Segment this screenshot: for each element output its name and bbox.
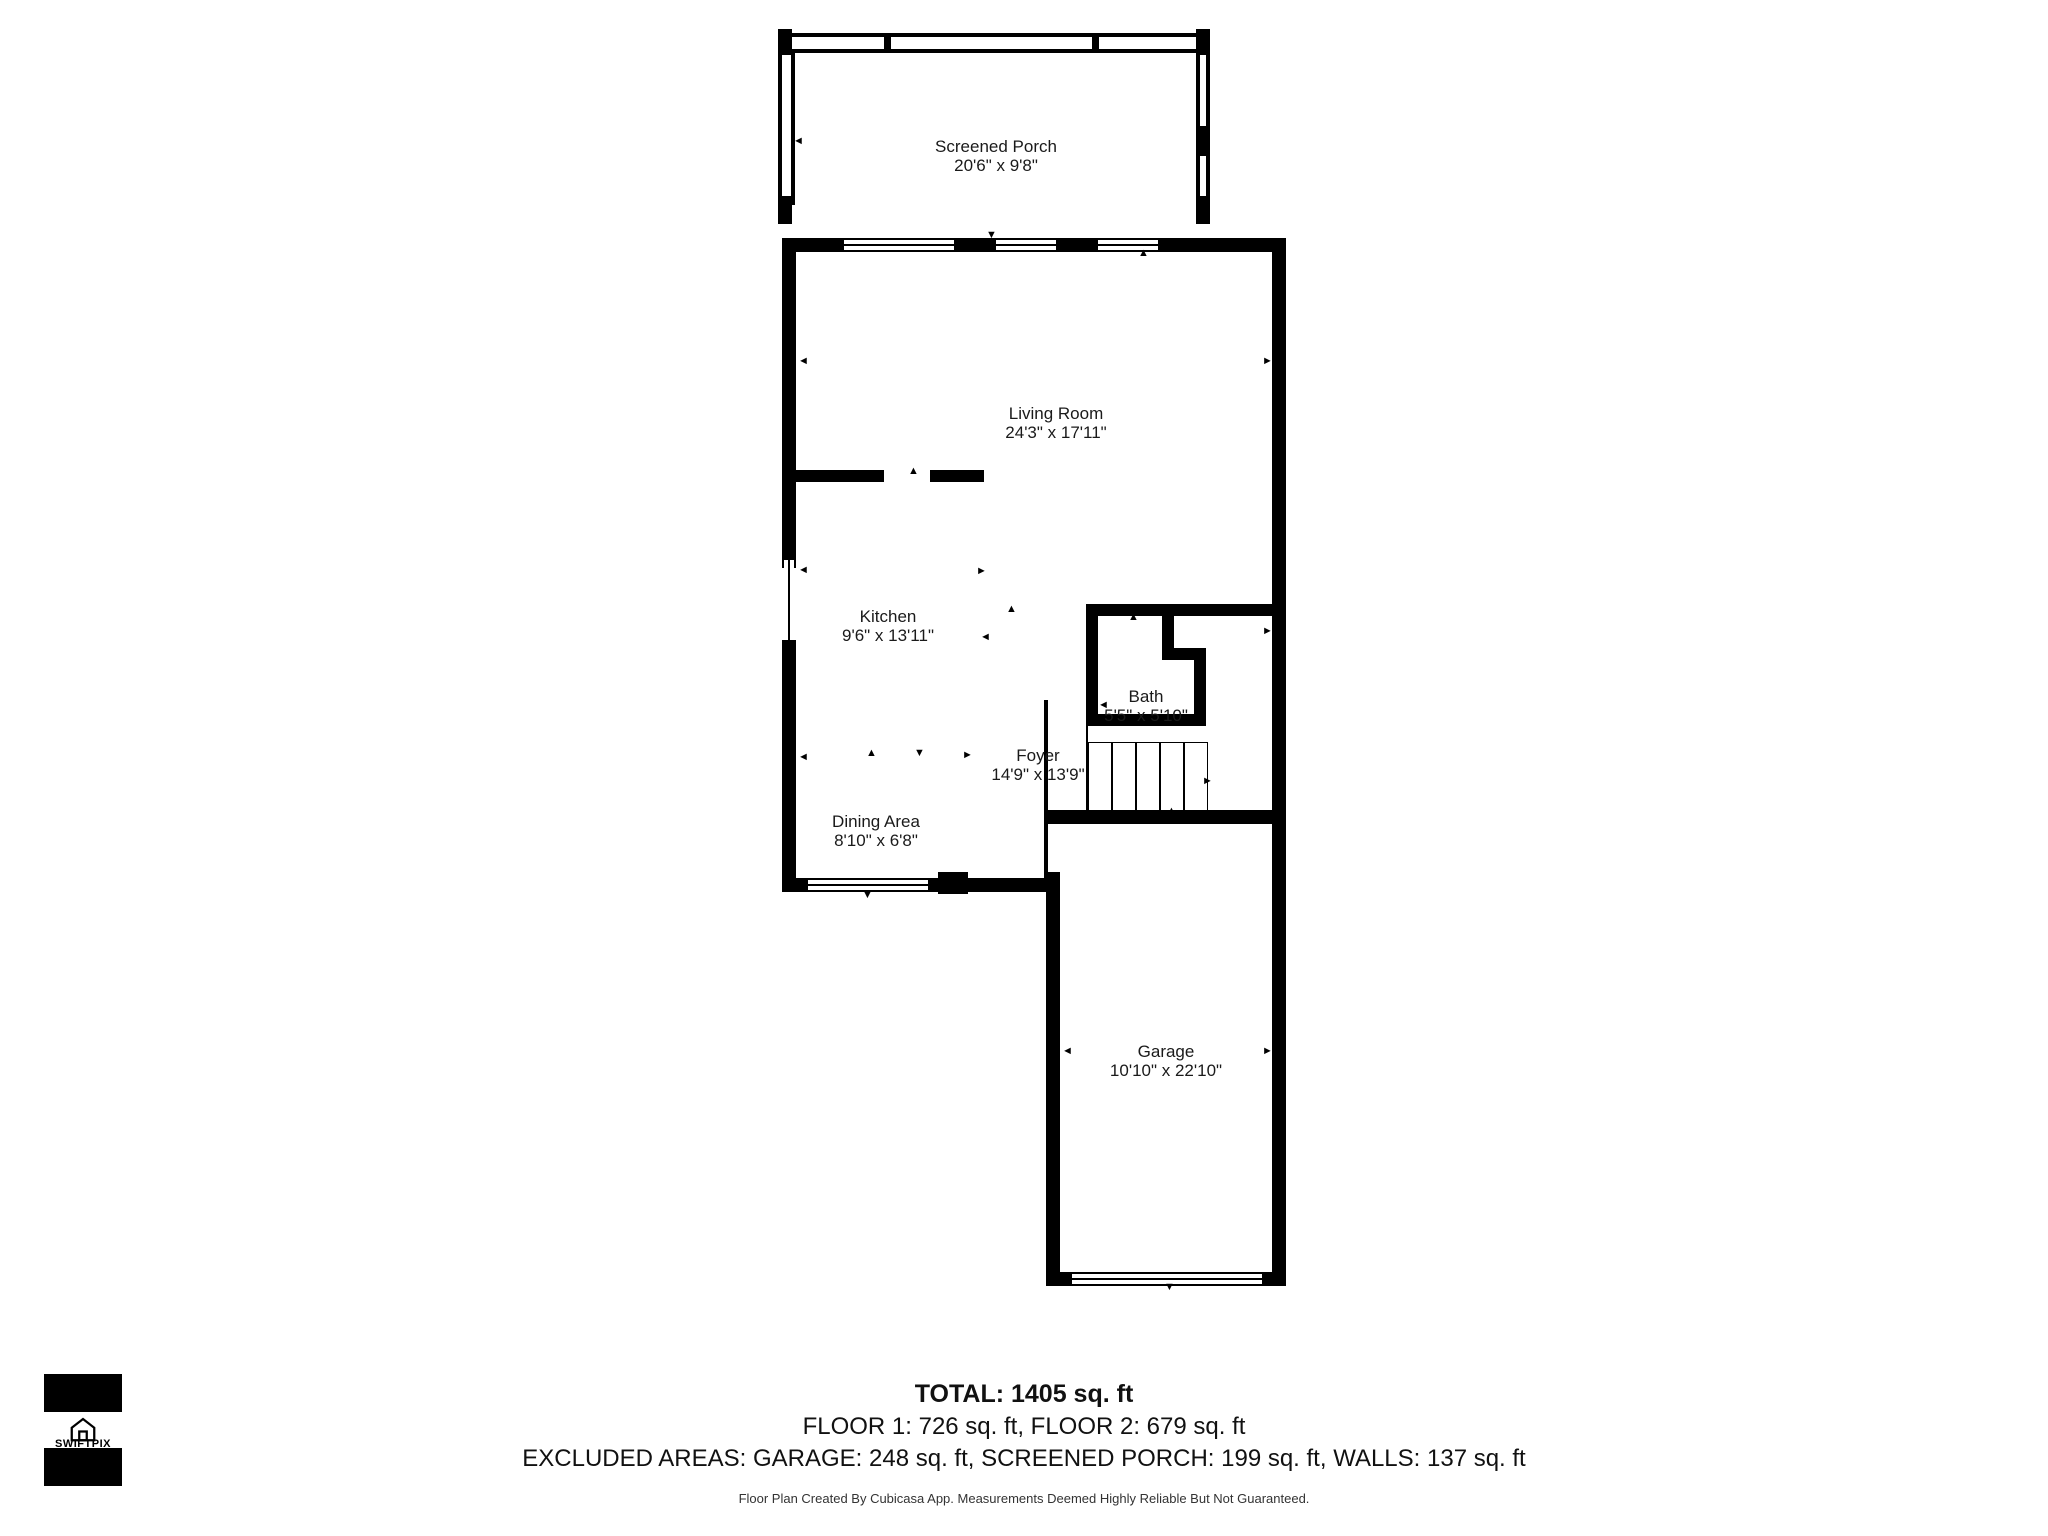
garage-door-arrow-top: ▲ — [1166, 805, 1177, 817]
house-door-arrow-left-2: ◄ — [798, 564, 809, 576]
room-name-kitchen: Kitchen — [859, 607, 917, 626]
room-dims-dining-area: 8'10" x 6'8" — [834, 831, 918, 850]
porch-post-top-mid1 — [884, 33, 891, 53]
room-name-living-room: Living Room — [1008, 404, 1104, 423]
house-door-arrow-top: ▲ — [1138, 247, 1149, 259]
room-name-garage: Garage — [1137, 1042, 1195, 1061]
interior-wall-foyer-right — [1044, 700, 1048, 880]
room-dims-garage: 10'10" x 22'10" — [1109, 1061, 1223, 1080]
room-dims-foyer: 14'9" x 13'9" — [991, 765, 1085, 784]
house-window-top-2-line — [996, 244, 1056, 246]
floor-breakdown-text: FLOOR 1: 726 sq. ft, FLOOR 2: 679 sq. ft — [802, 1413, 1246, 1440]
room-label-foyer — [991, 746, 1084, 784]
garage-door-arrow-left: ◄ — [1062, 1045, 1073, 1057]
porch-post-top-mid2 — [1092, 33, 1099, 53]
stair-step — [1088, 742, 1112, 814]
dining-door-arrow-3: ► — [962, 749, 973, 761]
room-label-screened-porch — [935, 137, 1057, 175]
disclaimer-text: Floor Plan Created By Cubicasa App. Measurements Deemed Highly Reliable But Not Guaranteed. — [738, 1491, 1310, 1506]
interior-wall-living-kitchen-left — [796, 470, 884, 482]
garage-door-arrow-right: ► — [1262, 1045, 1273, 1057]
bath-door-arrow-top: ▲ — [1128, 611, 1139, 623]
stair-step — [1160, 742, 1184, 814]
house-window-bottom-1-line — [808, 884, 928, 886]
stair-step — [1112, 742, 1136, 814]
dining-door-arrow-1: ▲ — [866, 747, 877, 759]
room-name-foyer: Foyer — [1016, 746, 1060, 765]
house-wall-right-lower — [1272, 600, 1286, 812]
porch-wall-top — [778, 33, 1210, 37]
bath-wall-left — [1086, 604, 1098, 718]
kitchen-door-arrow-3: ◄ — [980, 631, 991, 643]
bath-door-arrow-right: ► — [1192, 699, 1203, 711]
room-label-kitchen — [842, 607, 934, 645]
bath-wall-top-right-ext — [1208, 604, 1286, 616]
porch-wall-left-inner — [791, 53, 795, 205]
house-window-top-1-line — [844, 244, 954, 246]
house-window-left-1-line — [788, 560, 790, 640]
total-area-text: TOTAL: 1405 sq. ft — [914, 1380, 1134, 1408]
room-dims-screened-porch: 20'6" x 9'8" — [954, 156, 1038, 175]
house-door-arrow-left-3: ◄ — [798, 751, 809, 763]
excluded-areas-text: EXCLUDED AREAS: GARAGE: 248 sq. ft, SCREENED PORCH: 199 sq. ft, WALLS: 137 sq. ft — [522, 1445, 1526, 1472]
dining-door-arrow-2: ▼ — [914, 747, 925, 759]
swiftpix-logo — [44, 1374, 122, 1486]
room-name-dining-area: Dining Area — [832, 812, 920, 831]
room-label-dining-area — [832, 812, 920, 850]
house-wall-left-upper — [782, 238, 796, 568]
house-door-arrow-right-1: ► — [1262, 355, 1273, 367]
garage-wall-left — [1046, 888, 1060, 1286]
house-wall-right-upper — [1272, 238, 1286, 608]
house-window-top-3-line — [1098, 244, 1158, 246]
house-wall-bottom-stub — [938, 872, 968, 894]
porch-post-top-left — [778, 29, 792, 55]
garage-wall-right — [1272, 810, 1286, 1286]
garage-wall-left-stub — [1046, 872, 1060, 902]
logo-wordmark: SWIFTPIX — [55, 1438, 111, 1450]
porch-post-bottom-right — [1196, 196, 1210, 224]
stair-step — [1136, 742, 1160, 814]
bath-door-arrow-left: ◄ — [1098, 699, 1109, 711]
room-name-screened-porch: Screened Porch — [935, 137, 1057, 156]
kitchen-door-arrow-2: ▲ — [1006, 603, 1017, 615]
house-wall-left-mid — [782, 640, 796, 890]
interior-wall-living-kitchen-right — [930, 470, 984, 482]
room-label-living-room — [1005, 404, 1106, 442]
porch-post-top-right — [1196, 29, 1210, 55]
garage-door-line — [1072, 1278, 1262, 1280]
logo-bar-top — [44, 1374, 122, 1412]
room-dims-bath: 5'5" x 5'10" — [1104, 706, 1188, 725]
garage-door-arrow-bottom: ▼ — [1164, 1281, 1175, 1293]
room-label-garage — [1110, 1042, 1222, 1080]
house-door-arrow-left-1: ◄ — [798, 355, 809, 367]
area-summary — [0, 1380, 2048, 1506]
porch-door-arrow-left: ◄ — [793, 135, 804, 147]
room-name-bath: Bath — [1128, 687, 1164, 706]
house-door-arrow-right-2: ► — [1262, 625, 1273, 637]
bath-wall-top — [1086, 604, 1208, 616]
porch-post-bottom-left — [778, 196, 792, 224]
porch-post-right-mid — [1196, 126, 1210, 156]
house-door-arrow-bottom-1: ▼ — [862, 889, 873, 901]
porch-wall-top-inner — [778, 49, 1210, 53]
kitchen-door-arrow-1: ► — [976, 565, 987, 577]
house-door-arrow-top-2: ▼ — [986, 229, 997, 241]
room-dims-kitchen: 9'6" x 13'11" — [842, 626, 934, 645]
room-label-bath — [1104, 687, 1188, 725]
interior-door-arrow-living-kitchen: ▲ — [908, 465, 919, 477]
logo-bar-bottom — [44, 1448, 122, 1486]
room-dims-living-room: 24'3" x 17'11" — [1005, 423, 1107, 442]
stair-direction-arrow: ► — [1202, 775, 1213, 787]
porch-wall-left-outer — [778, 53, 782, 205]
